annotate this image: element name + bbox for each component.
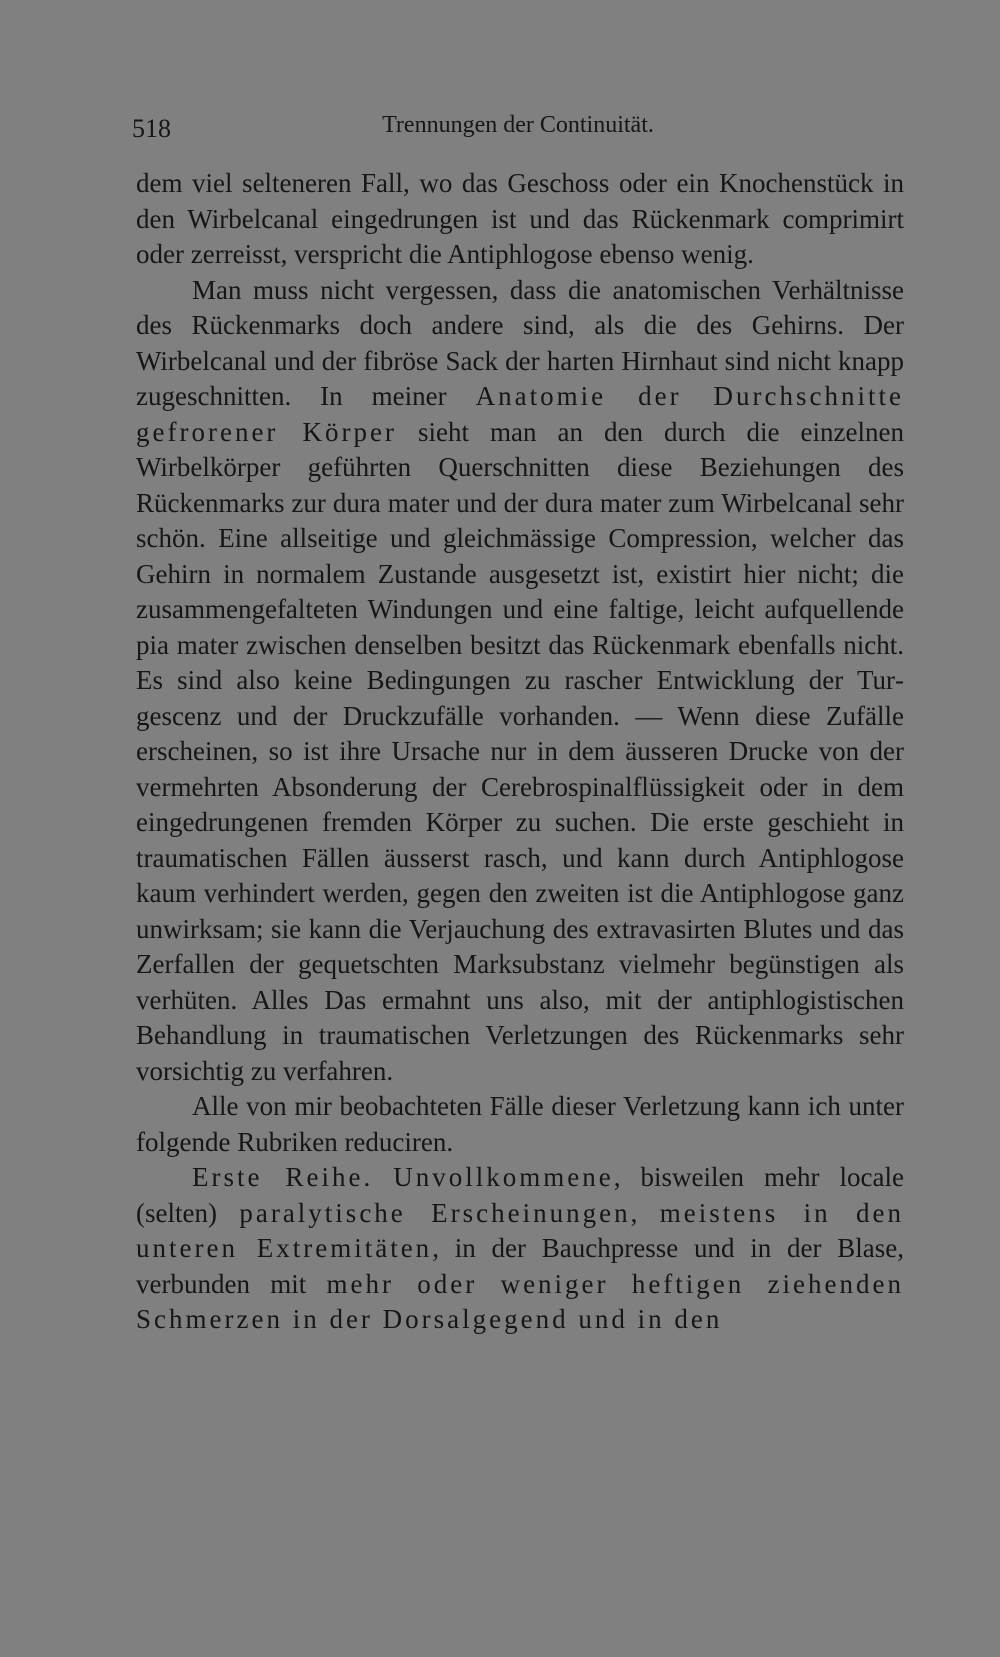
paragraph-text: sieht man an den durch die einzelnen Wirbelkörper geführten Querschnitten diese Beziehungen des Rückenmarks zur dura mater und der dura mater zum Wirbelcanal sehr schön. Eine allseitige und gleichmässige Compression, welcher das Gehirn in normalem Zustande ausgesetzt ist, existirt hier nicht; die zusammengefalteten Windungen und eine faltige, leicht aufquellende pia mater zwischen denselben besitzt das Rückenmark ebenfalls nicht. Es sind also keine Bedingungen zu rascher Entwicklung der Turgescenz und der Druckzufälle vorhanden. — Wenn diese Zufälle erscheinen, so ist ihre Ursache nur in dem äusseren Drucke von der vermehrten Absonderung der Cerebrospinalflüssigkeit oder in dem eingedrungenen fremden Körper zu suchen. Die erste geschieht in traumatischen Fällen äusserst rasch, und kann durch Antiphlogose kaum verhindert werden, gegen den zweiten ist die Antiphlogose ganz unwirksam; sie kann die Verjauchung des extravasirten Blutes und das Zerfallen der gequetschten Marksubstanz vielmehr begünstigen als verhüten. Alles Das ermahnt uns also, mit der antiphlogistischen Behandlung in traumatischen Verletzungen des Rückenmarks sehr vorsichtig zu verfahren. (136, 416, 904, 1086)
paragraph-text: dem viel selteneren Fall, wo das Geschoss oder ein Knochenstück in den Wirbelcanal eingedrungen ist und das Rückenmark comprimirt oder zerreisst, verspricht die Antiphlogose ebenso wenig. (136, 168, 904, 269)
paragraph-1 (136, 166, 904, 273)
running-title: Trennungen der Continuität. (382, 112, 654, 138)
paragraph-text: , (630, 1197, 660, 1228)
spaced-book-title: Anatomie der Durchschnitte gefrorener Körper (136, 381, 904, 447)
paragraph-text: , bisweilen mehr locale (selten) (136, 1162, 904, 1228)
paragraph-text (373, 1162, 393, 1192)
paragraph-2 (136, 273, 904, 1090)
page-number: 518 (132, 114, 171, 143)
paragraph-3 (136, 1089, 904, 1160)
paragraph-text: Alle von mir beobachteten Fälle dieser Verletzung kann ich unter folgende Rubriken reduciren. (136, 1091, 904, 1157)
paragraph-text: Man muss nicht vergessen, dass die anatomischen Verhältnisse des Rückenmarks doch andere sind, als die des Gehirns. Der Wirbelcanal und der fibröse Sack der harten Hirnhaut sind nicht knapp zugeschnitten. In meiner (136, 274, 904, 411)
series-heading: Erste Reihe. (192, 1162, 374, 1192)
spaced-emphasis: mehr oder weniger heftigen ziehenden Schmerzen in der Dorsalgegend und in den (136, 1268, 905, 1334)
paragraph-text: , in der Bauchpresse und in der Blase, verbunden mit (136, 1233, 905, 1299)
spaced-emphasis: Unvollkommene (393, 1162, 614, 1192)
paragraph-4 (136, 1160, 904, 1338)
spaced-emphasis: meistens in den unteren Extremitäten (136, 1197, 904, 1263)
spaced-emphasis: paralytische Erscheinungen (239, 1197, 631, 1228)
body-text (136, 166, 904, 1338)
page-header (132, 108, 904, 148)
